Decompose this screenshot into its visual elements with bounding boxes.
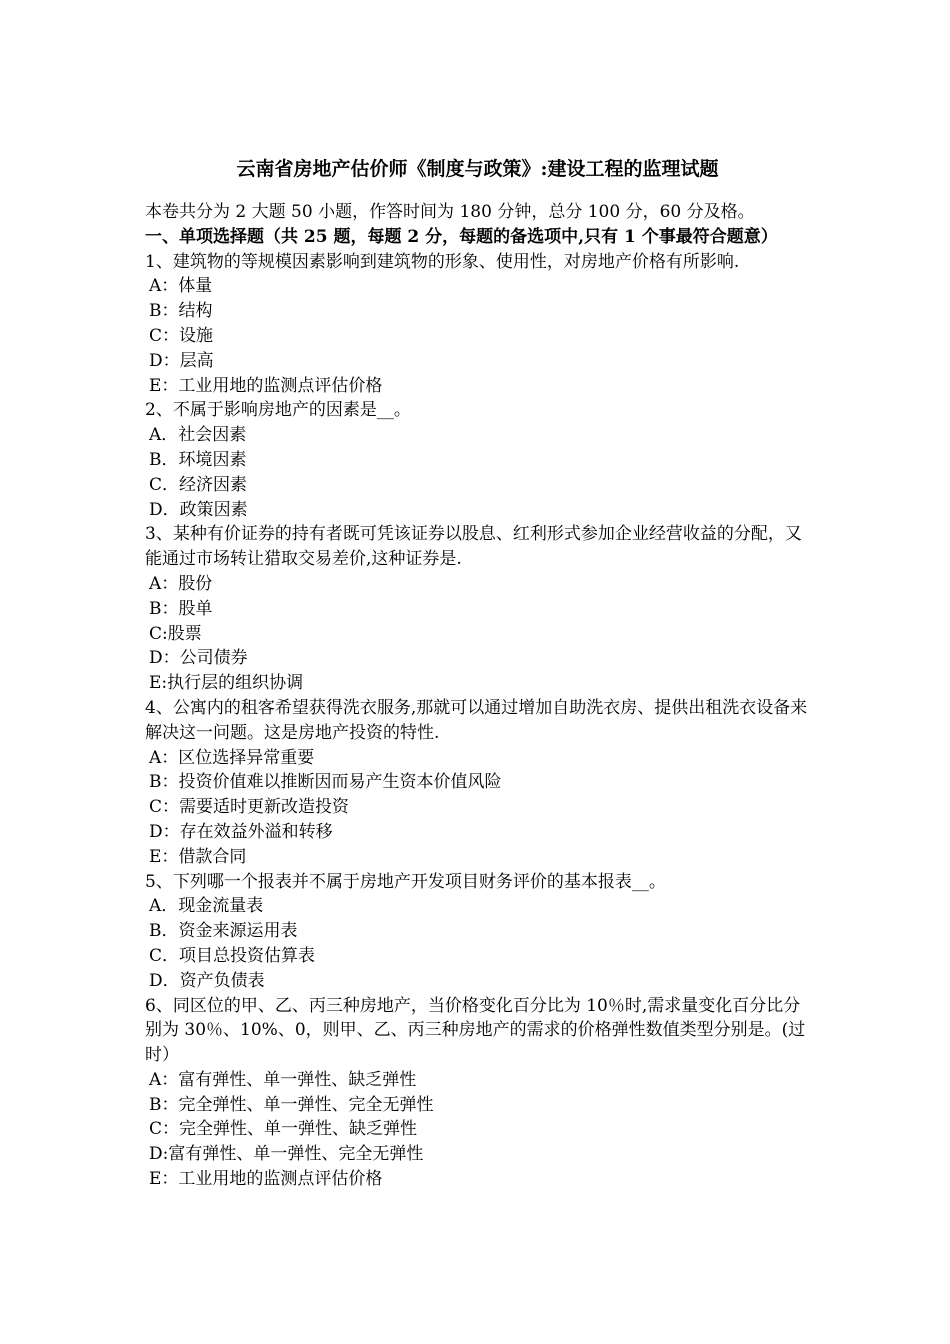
answer-option: B：投资价值难以推断因而易产生资本价值风险 bbox=[149, 772, 502, 793]
question-block bbox=[145, 250, 810, 399]
question-list bbox=[145, 250, 810, 1192]
question-text: 1、建筑物的等规模因素影响到建筑物的形象、使用性，对房地产价格有所影响. bbox=[145, 251, 740, 272]
answer-option: D:富有弹性、单一弹性、完全无弹性 bbox=[149, 1144, 424, 1165]
answer-option: B：结构 bbox=[149, 301, 213, 322]
answer-option: D：存在效益外溢和转移 bbox=[149, 821, 333, 842]
option-list bbox=[145, 894, 810, 993]
answer-option: E：借款合同 bbox=[149, 846, 247, 867]
answer-option: D：层高 bbox=[149, 350, 214, 371]
answer-option: B．资金来源运用表 bbox=[149, 921, 298, 942]
answer-option: C：完全弹性、单一弹性、缺乏弹性 bbox=[149, 1119, 418, 1140]
answer-option: D：公司债券 bbox=[149, 648, 248, 669]
answer-option: D．政策因素 bbox=[149, 499, 248, 520]
section-heading: 一、单项选择题（共 25 题，每题 2 分，每题的备选项中,只有 1 个事最符合题意） bbox=[145, 226, 778, 247]
answer-option: B：股单 bbox=[149, 598, 213, 619]
answer-option: C：设施 bbox=[149, 325, 214, 346]
question-text: 5、下列哪一个报表并不属于房地产开发项目财务评价的基本报表__。 bbox=[145, 871, 666, 892]
answer-option: D．资产负债表 bbox=[149, 970, 265, 991]
answer-option: C．项目总投资估算表 bbox=[149, 945, 316, 966]
answer-option: E：工业用地的监测点评估价格 bbox=[149, 375, 383, 396]
answer-option: C：需要适时更新改造投资 bbox=[149, 797, 350, 818]
exam-intro: 本卷共分为 2 大题 50 小题，作答时间为 180 分钟，总分 100 分，60 分及格。 bbox=[145, 202, 755, 222]
option-list bbox=[145, 274, 810, 398]
question-text: 6、同区位的甲、乙、丙三种房地产，当价格变化百分比为 10％时,需求量变化百分比分别为 30％、10%、0，则甲、乙、丙三种房地产的需求的价格弹性数值类型分别是。(过时） bbox=[145, 995, 806, 1066]
answer-option: A．现金流量表 bbox=[149, 896, 264, 917]
question-text: 2、不属于影响房地产的因素是__。 bbox=[145, 400, 411, 421]
question-block bbox=[145, 870, 810, 994]
option-list bbox=[145, 572, 810, 696]
answer-option: C．经济因素 bbox=[149, 474, 248, 495]
answer-option: B：完全弹性、单一弹性、完全无弹性 bbox=[149, 1094, 434, 1115]
option-list bbox=[145, 423, 810, 522]
question-block bbox=[145, 522, 810, 696]
option-list bbox=[145, 1068, 810, 1192]
document-title: 云南省房地产估价师《制度与政策》:建设工程的监理试题 bbox=[236, 158, 719, 180]
document-content bbox=[145, 156, 810, 1192]
answer-option: A：富有弹性、单一弹性、缺乏弹性 bbox=[149, 1069, 417, 1090]
answer-option: A：股份 bbox=[149, 573, 213, 594]
question-block bbox=[145, 994, 810, 1192]
answer-option: A．社会因素 bbox=[149, 425, 247, 446]
answer-option: C:股票 bbox=[149, 623, 202, 644]
option-list bbox=[145, 746, 810, 870]
question-block bbox=[145, 398, 810, 522]
question-block bbox=[145, 696, 810, 870]
answer-option: B．环境因素 bbox=[149, 449, 247, 470]
answer-option: E:执行层的组织协调 bbox=[149, 673, 304, 694]
answer-option: E：工业用地的监测点评估价格 bbox=[149, 1169, 383, 1190]
answer-option: A：区位选择异常重要 bbox=[149, 747, 315, 768]
answer-option: A：体量 bbox=[149, 276, 213, 297]
question-text: 3、某种有价证券的持有者既可凭该证券以股息、红利形式参加企业经营收益的分配，又能通过市场转让猎取交易差价,这种证券是. bbox=[145, 524, 802, 570]
question-text: 4、公寓内的租客希望获得洗衣服务,那就可以通过增加自助洗衣房、提供出租洗衣设备来解决这一问题。这是房地产投资的特性. bbox=[145, 697, 808, 743]
